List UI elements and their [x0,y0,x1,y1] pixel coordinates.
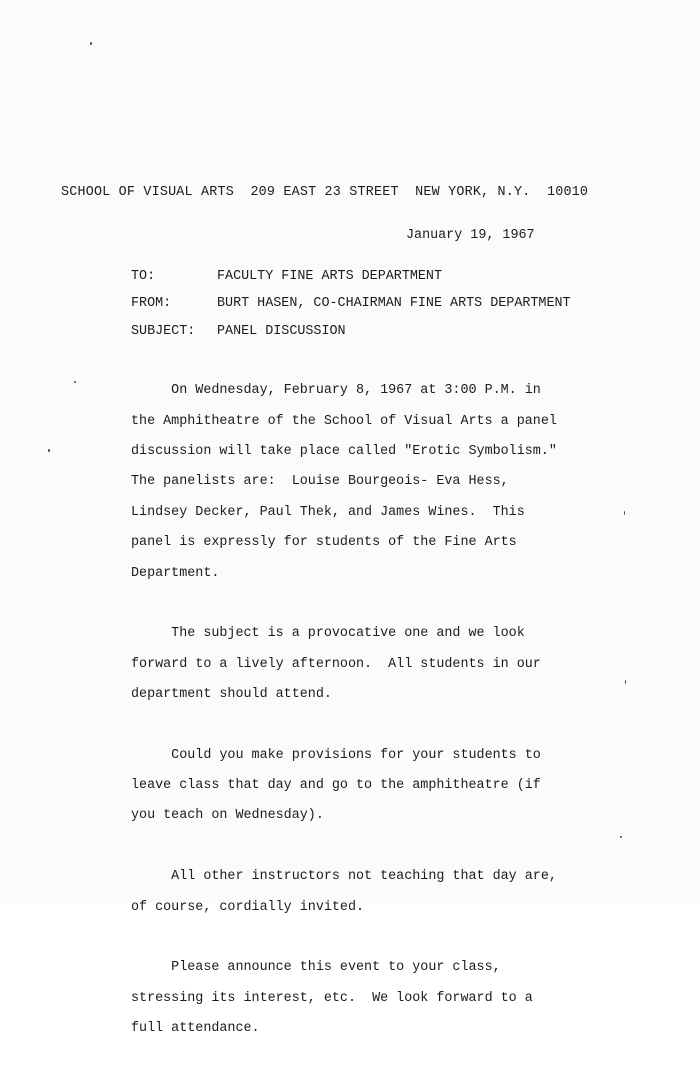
paragraph-line: the Amphitheatre of the School of Visual Arts a panel [131,413,557,429]
to-value: FACULTY FINE ARTS DEPARTMENT [217,269,442,284]
paragraph-line: discussion will take place called "Erotic Symbolism." [131,444,557,460]
to-row [131,269,651,284]
paragraph-announcement [131,368,601,596]
memo-date: January 19, 1967 [406,228,535,243]
paper-speck [48,449,50,452]
paragraph-line: Could you make provisions for your students to [131,747,541,763]
paragraph-line: The subject is a provocative one and we look [131,626,525,642]
paragraph-line: of course, cordially invited. [131,899,365,915]
from-row [131,296,651,311]
street-address: 209 EAST 23 STREET [250,185,399,200]
paragraph-line: forward to a lively afternoon. All students in our [131,656,541,672]
paper-speck [74,381,76,383]
paragraph-line: you teach on Wednesday). [131,808,324,824]
paragraph-line: Lindsey Decker, Paul Thek, and James Wines. This [131,504,525,520]
memo-body [131,368,601,1066]
paper-speck [625,680,626,684]
paragraph-provisions [131,732,601,838]
from-value: BURT HASEN, CO-CHAIRMAN FINE ARTS DEPARTMENT [217,296,571,311]
subject-label: SUBJECT: [131,324,196,339]
paragraph-line: The panelists are: Louise Bourgeois- Eva Hess, [131,474,509,490]
paper-speck [620,836,622,838]
paragraph-line: department should attend. [131,687,332,703]
paragraph-line: Department. [131,565,220,581]
city-state: NEW YORK, N.Y. [415,185,531,200]
paragraph-line: Please announce this event to your class, [131,960,501,976]
paragraph-line: panel is expressly for students of the Fine Arts [131,535,517,551]
to-label: TO: [131,269,156,284]
zip-code: 10010 [546,185,589,200]
paragraph-line: full attendance. [131,1020,260,1036]
letterhead [61,185,621,200]
paper-speck [624,511,625,515]
paragraph-line: leave class that day and go to the amphitheatre (if [131,778,541,794]
school-name: SCHOOL OF VISUAL ARTS [61,185,234,200]
paragraph-invitation [131,854,601,930]
paragraph-closing [131,945,601,1051]
subject-row [131,324,651,339]
paragraph-line: stressing its interest, etc. We look forward to a [131,990,533,1006]
paragraph-line: On Wednesday, February 8, 1967 at 3:00 P.M. in [131,383,541,399]
paragraph-line: All other instructors not teaching that day are, [131,869,557,885]
paragraph-subject [131,611,601,717]
from-label: FROM: [131,296,172,311]
subject-value: PANEL DISCUSSION [217,324,346,339]
paper-speck [90,42,92,45]
